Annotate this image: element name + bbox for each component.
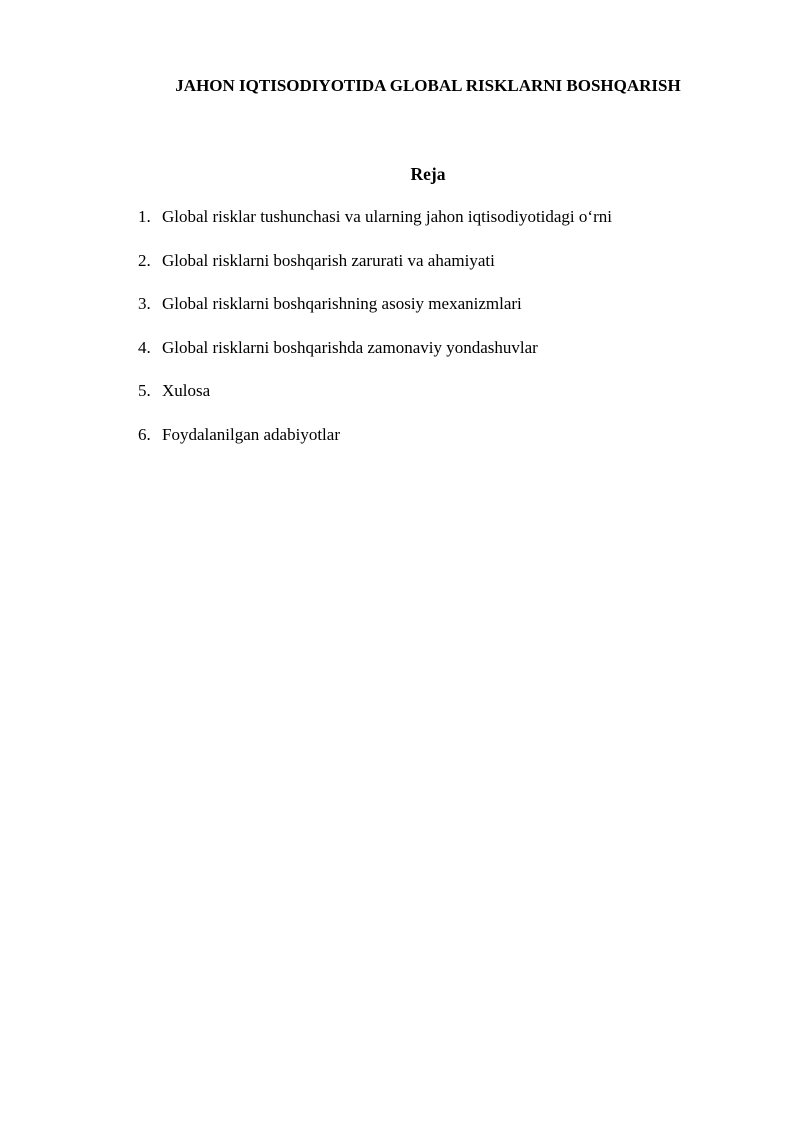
plan-heading: Reja [410, 164, 446, 184]
plan-item [138, 424, 718, 468]
plan-item-text: Global risklarni boshqarishda zamonaviy yondashuvlar [162, 337, 538, 357]
plan-item-number: 3. [138, 294, 151, 313]
plan-item [138, 293, 718, 337]
plan-item-number: 2. [138, 250, 151, 270]
plan-item-text: Global risklar tushunchasi va ularning jahon iqtisodiyotidagi o‘rni [162, 207, 612, 226]
plan-item [138, 250, 718, 294]
plan-item-number: 5. [138, 381, 151, 400]
plan-item-number: 4. [138, 337, 151, 357]
document-title: JAHON IQTISODIYOTIDA GLOBAL RISKLARNI BOSHQARISH [175, 76, 681, 95]
plan-item-number: 1. [138, 207, 151, 226]
plan-item-text: Global risklarni boshqarishning asosiy mexanizmlari [162, 294, 522, 313]
plan-item-text: Xulosa [162, 381, 211, 400]
plan-item [138, 206, 718, 250]
plan-item [138, 380, 718, 424]
plan-item-text: Foydalanilgan adabiyotlar [162, 424, 340, 444]
plan-list [138, 206, 718, 467]
plan-item [138, 337, 718, 381]
plan-item-number: 6. [138, 424, 151, 444]
plan-item-text: Global risklarni boshqarish zarurati va ahamiyati [162, 250, 495, 270]
